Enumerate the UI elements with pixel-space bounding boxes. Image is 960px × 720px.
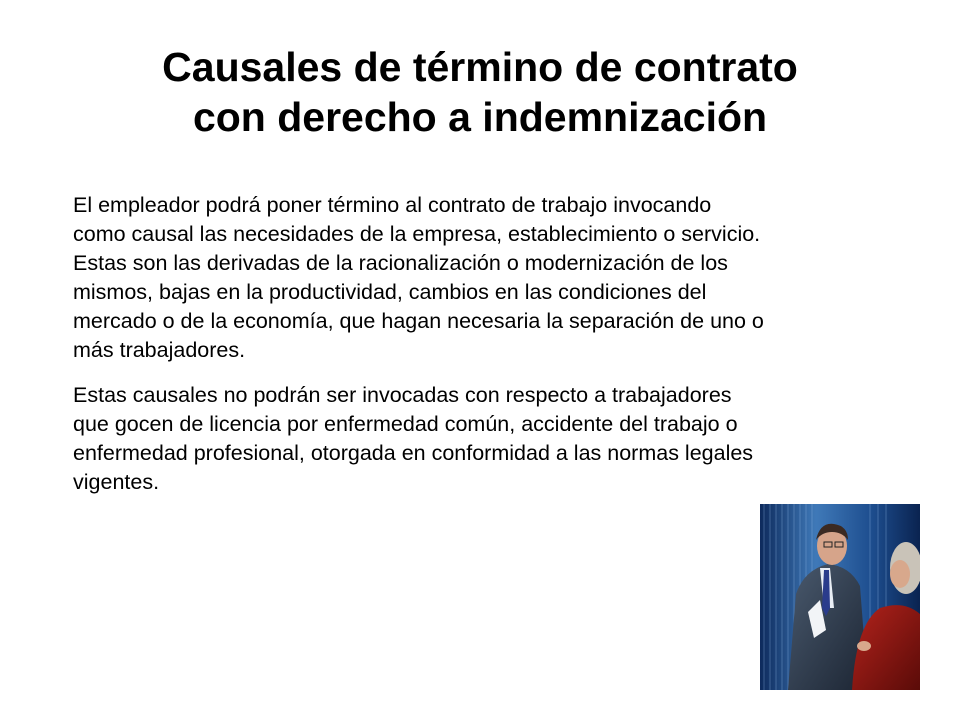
paragraph-excepciones bbox=[73, 381, 943, 497]
text-line: mismos, bajas en la productividad, cambios en las condiciones del bbox=[73, 280, 707, 304]
text-line: mercado o de la economía, que hagan necesaria la separación de uno o bbox=[73, 309, 764, 333]
paragraph-necesidades-empresa bbox=[73, 191, 943, 365]
text-line: enfermedad profesional, otorgada en conformidad a las normas legales bbox=[73, 441, 754, 465]
text-line: Estas son las derivadas de la racionalización o modernización de los bbox=[73, 251, 728, 275]
text-line: Estas causales no podrán ser invocadas con respecto a trabajadores bbox=[73, 383, 732, 407]
text-line: que gocen de licencia por enfermedad común, accidente del trabajo o bbox=[73, 412, 738, 436]
text-line: como causal las necesidades de la empresa, establecimiento o servicio. bbox=[73, 222, 761, 246]
text-line: más trabajadores. bbox=[73, 338, 246, 362]
title-line: Causales de término de contrato bbox=[162, 44, 798, 90]
slide-title bbox=[0, 42, 960, 142]
text-line: El empleador podrá poner término al contrato de trabajo invocando bbox=[73, 193, 712, 217]
text-line: vigentes. bbox=[73, 470, 160, 494]
business-meeting-photo bbox=[760, 504, 920, 690]
slide-body bbox=[73, 191, 943, 513]
title-line: con derecho a indemnización bbox=[192, 94, 768, 140]
